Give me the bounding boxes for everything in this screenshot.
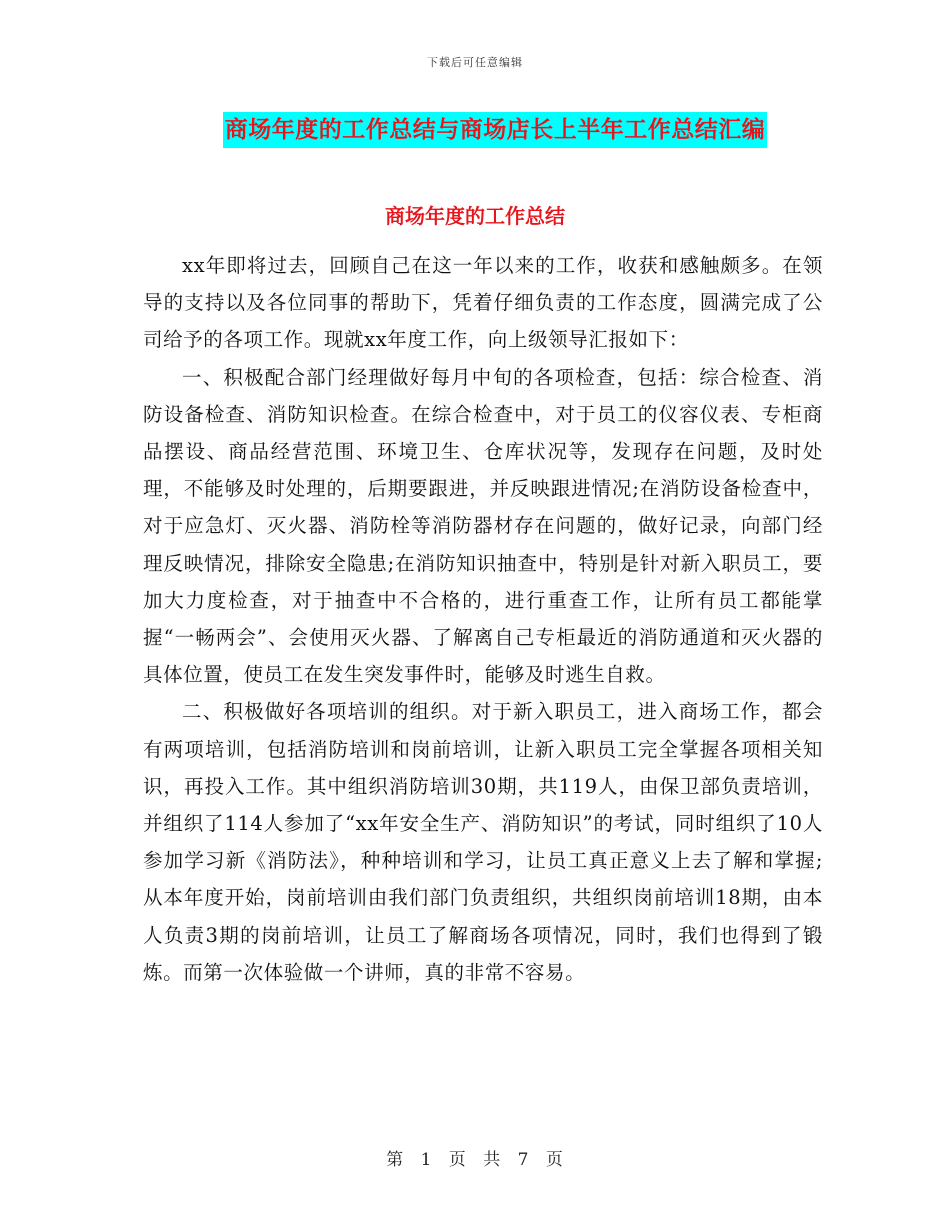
footer-page-mid: 页 bbox=[448, 1150, 467, 1170]
footer-total-pages: 7 bbox=[517, 1150, 530, 1170]
header-note: 下载后可任意编辑 bbox=[427, 56, 523, 69]
main-title-container bbox=[0, 112, 950, 148]
footer-current-page: 1 bbox=[420, 1150, 433, 1170]
paragraph-training: 二、积极做好各项培训的组织。对于新入职员工，进入商场工作，都会有两项培训，包括消防培训和岗前培训，让新入职员工完全掌握各项相关知识，再投入工作。其中组织消防培训30期，共119人，由保卫部负责培训，并组织了114人参加了“xx年安全生产、消防知识”的考试，同时组织了10人参加学习新《消防法》，种种培训和学习，让员工真正意义上去了解和掌握;从本年度开始，岗前培训由我们部门负责组织，共组织岗前培训18期，由本人负责3期的岗前培训，让员工了解商场各项情况，同时，我们也得到了锻炼。而第一次体验做一个讲师，真的非常不容易。 bbox=[143, 700, 823, 984]
page-footer bbox=[0, 1145, 950, 1170]
section-title: 商场年度的工作总结 bbox=[385, 204, 565, 228]
document-body bbox=[143, 247, 823, 991]
paragraph-inspections: 一、积极配合部门经理做好每月中旬的各项检查，包括：综合检查、消防设备检查、消防知识检查。在综合检查中，对于员工的仪容仪表、专柜商品摆设、商品经营范围、环境卫生、仓库状况等，发现存在问题，及时处理，不能够及时处理的，后期要跟进，并反映跟进情况;在消防设备检查中，对于应急灯、灭火器、消防栓等消防器材存在问题的，做好记录，向部门经理反映情况，排除安全隐患;在消防知识抽查中，特别是针对新入职员工，要加大力度检查，对于抽查中不合格的，进行重查工作，让所有员工都能掌握“一畅两会”、会使用灭火器、了解离自己专柜最近的消防通道和灭火器的具体位置，使员工在发生突发事件时，能够及时逃生自救。 bbox=[143, 365, 823, 687]
footer-page-prefix: 第 bbox=[386, 1150, 405, 1170]
paragraph-intro: xx年即将过去，回顾自己在这一年以来的工作，收获和感触颇多。在领导的支持以及各位同事的帮助下，凭着仔细负责的工作态度，圆满完成了公司给予的各项工作。现就xx年度工作，向上级领导汇报如下： bbox=[143, 254, 823, 352]
footer-total-prefix: 共 bbox=[483, 1150, 502, 1170]
footer-total-suffix: 页 bbox=[545, 1150, 564, 1170]
main-title: 商场年度的工作总结与商场店长上半年工作总结汇编 bbox=[223, 112, 768, 148]
